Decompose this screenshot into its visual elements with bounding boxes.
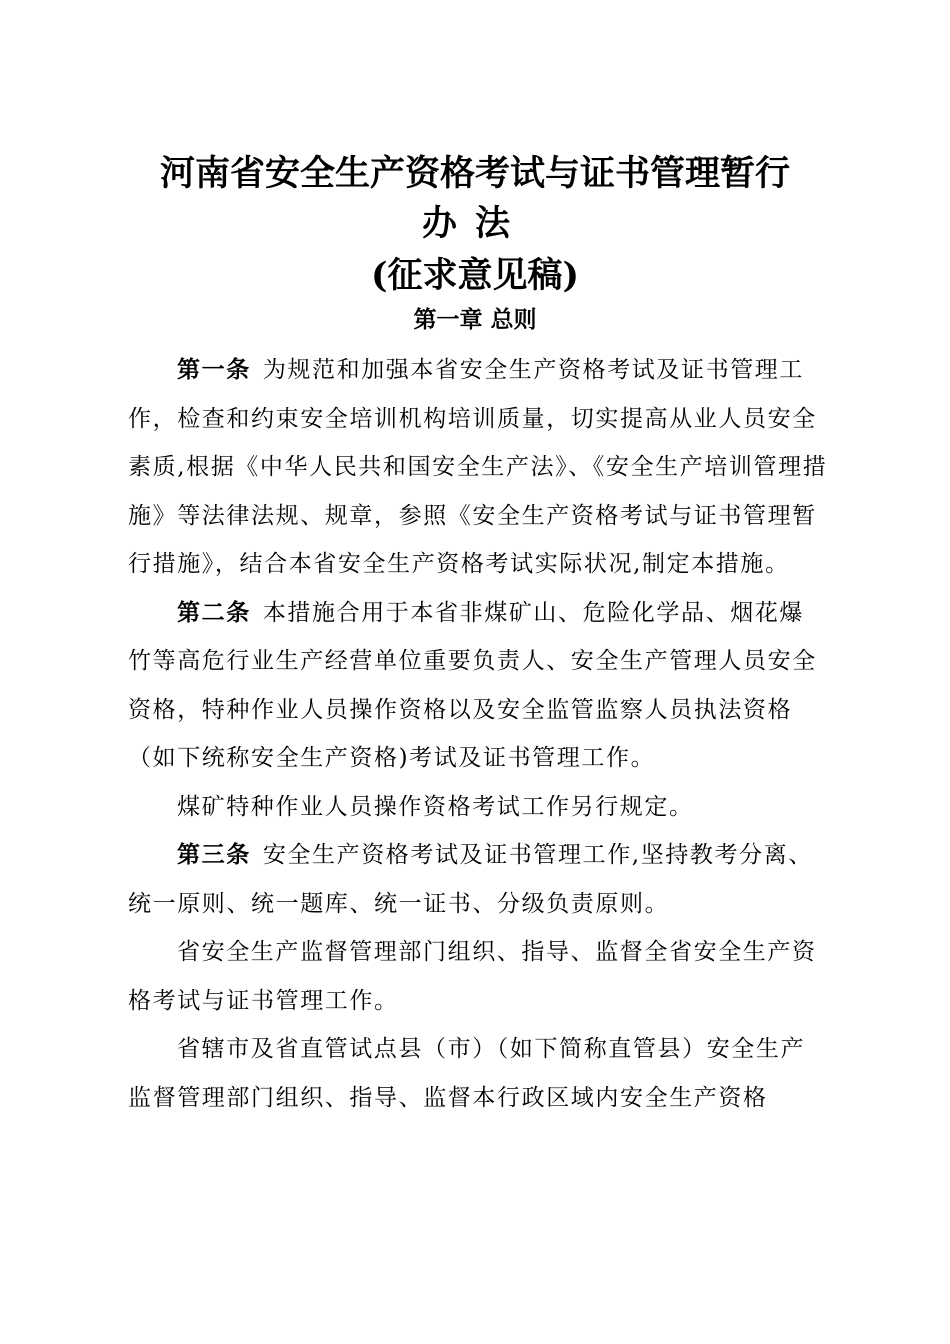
paragraph-text: 省辖市及省直管试点县（市）（如下简称直管县）安全生产监督管理部门组织、指导、监督本行政区域内安全生产资格 xyxy=(128,1036,806,1111)
paragraph-text: 煤矿特种作业人员操作资格考试工作另行规定。 xyxy=(177,793,694,820)
article-number: 第一条 xyxy=(177,356,251,383)
article-paragraph xyxy=(128,346,828,589)
paragraph-text: 省安全生产监督管理部门组织、指导、监督全省安全生产资格考试与证书管理工作。 xyxy=(128,939,817,1014)
chapter-heading: 第一章 总则 xyxy=(413,306,537,333)
paragraph-text: 本措施合用于本省非煤矿山、危险化学品、烟花爆竹等高危行业生产经营单位重要负责人、安全生产管理人员安全资格，特种作业人员操作资格以及安全监管监察人员执法资格（如下统称安全生产资格)考试及证书管理工作。 xyxy=(128,599,817,771)
document-subtitle: (征求意见稿) xyxy=(370,255,580,296)
paragraph-text: 为规范和加强本省安全生产资格考试及证书管理工作，检查和约束安全培训机构培训质量，切实提高从业人员安全素质,根据《中华人民共和国安全生产法》、《安全生产培训管理措施》等法律法规、规章，参照《安全生产资格考试与证书管理暂行措施》，结合本省安全生产资格考试实际状况,制定本措施。 xyxy=(128,357,828,577)
article-paragraph xyxy=(128,589,828,783)
paragraph-text: 安全生产资格考试及证书管理工作,坚持教考分离、统一原则、统一题库、统一证书、分级负责原则。 xyxy=(128,842,813,917)
paragraph xyxy=(128,928,828,1025)
document-body xyxy=(128,346,828,1122)
paragraph xyxy=(128,783,828,832)
document-title-line-2: 办法 xyxy=(421,203,528,244)
document-title-line-1: 河南省安全生产资格考试与证书管理暂行 xyxy=(159,153,790,194)
paragraph xyxy=(128,1025,828,1122)
article-number: 第三条 xyxy=(177,841,251,868)
article-paragraph xyxy=(128,831,828,928)
article-number: 第二条 xyxy=(177,598,251,626)
